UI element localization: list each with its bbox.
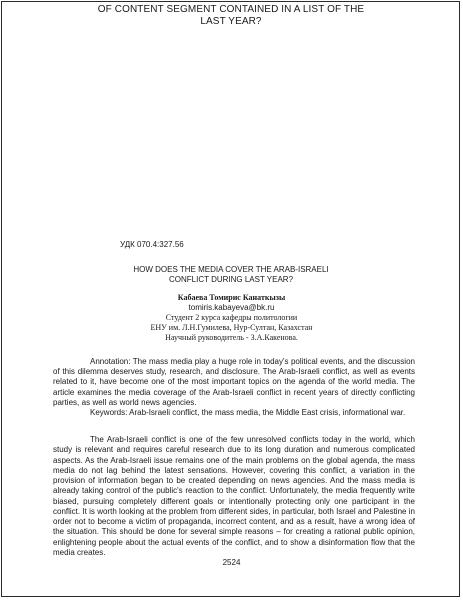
author-name: Кабаева Томирис Канаткызы [177,293,286,302]
udk-code: УДК 070.4:327.56 [120,240,184,249]
article-title: HOW DOES THE MEDIA COVER THE ARAB-ISRAELI CONFLICT DURING LAST YEAR? [133,265,329,284]
page-number: 2524 [222,558,241,567]
annotation-paragraph: Annotation: The mass media play a huge role in today's political events, and the discussion of this dilemma deserves study, research, and disclosure. The Arab-Israeli conflict, as well as events related to it, have become one of the most important topics on the agenda of the world media. The article examines the media coverage of the Arab-Israeli conflict in recent years of directly conflicting parties, as well as world news agencies. [53,357,415,407]
body-paragraph: The Arab-Israeli conflict is one of the few unresolved conflicts today in the world, which study is relevant and requires careful research due to its long duration and numerous complicated aspects. As the Arab-Israeli issue remains one of the main problems on the global agenda, the mass media do not lag behind the latest sensations. However, covering this conflict, a variation in the provision of information began to be created depending on news agencies. And the mass media is already taking control of the public's reaction to the conflict. Unfortunately, the media frequently write biased, pursuing completely different goals or intentionally protecting only one participant in the conflict. It is worth looking at the problem from different sides, in particular, both Israel and Palestine in order not to become a victim of propaganda, incorrect content, and as a result, have a wrong idea of the situation. This should be done for several simple reasons – for creating a rational public opinion, enlightening people about the actual events of the conflict, and to show a disinformation flow that the media creates. [53,435,415,557]
keywords-paragraph: Keywords: Arab-Israeli conflict, the mass media, the Middle East crisis, informational war. [90,408,406,417]
scientific-supervisor: Научный руководитель - З.А.Какенова. [165,333,298,342]
author-university: ЕНУ им. Л.Н.Гумилева, Нур-Султан, Казахстан [150,323,313,332]
author-position: Студент 2 курса кафедры политологии [165,313,298,322]
header-title: OF CONTENT SEGMENT CONTAINED IN A LIST OF THE LAST YEAR? [97,4,365,27]
author-email: tomiris.kabayeva@bk.ru [188,303,275,312]
author-block [0,293,463,343]
